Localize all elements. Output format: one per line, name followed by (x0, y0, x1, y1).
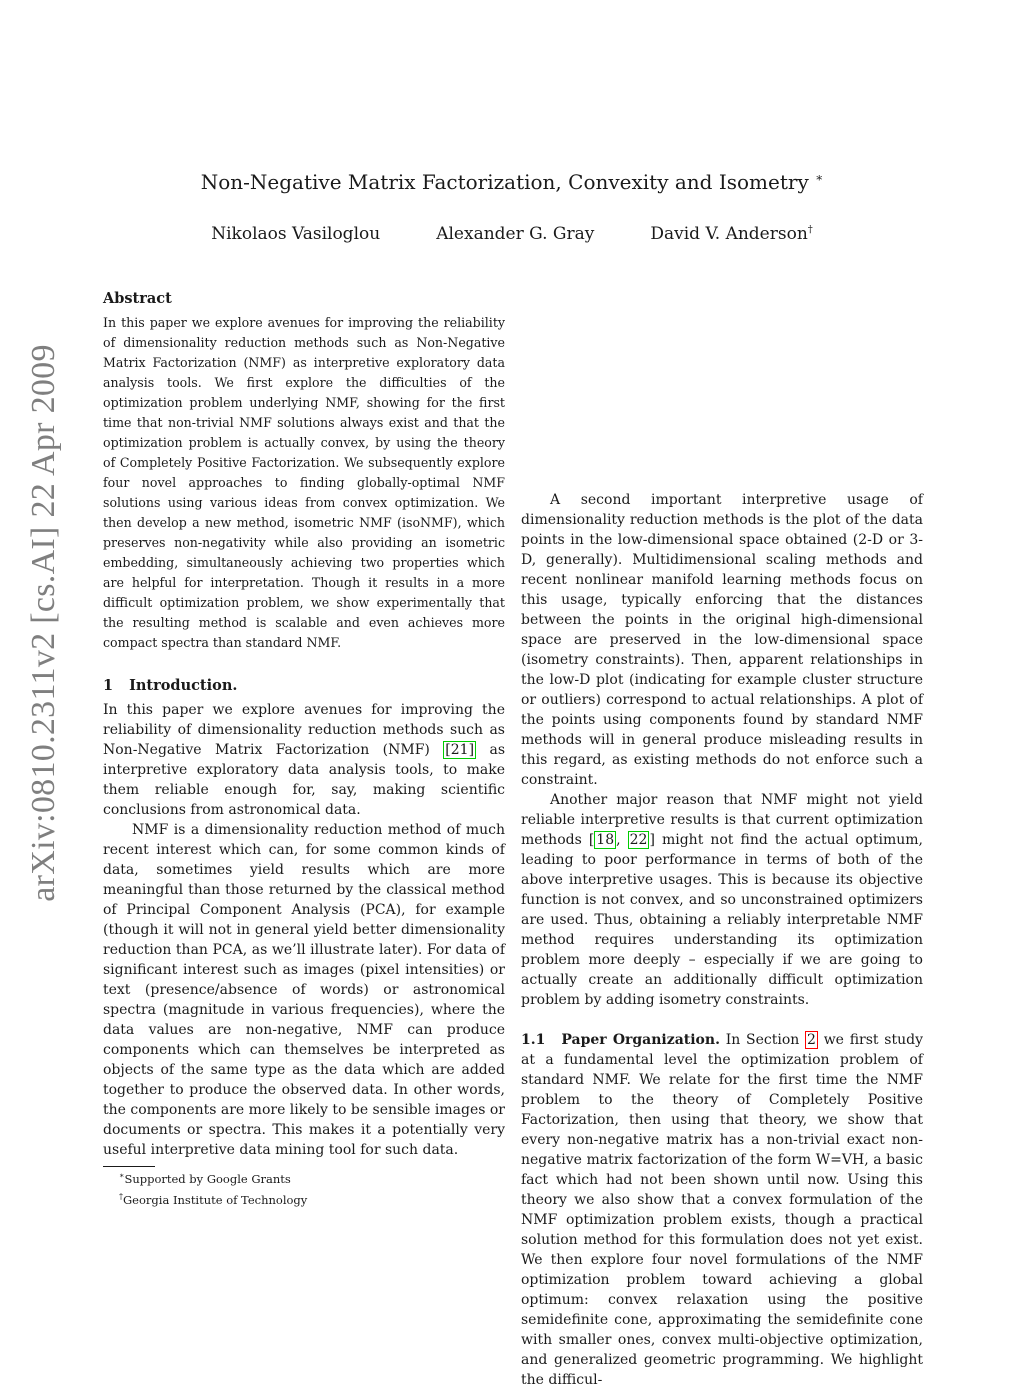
subsection-text-b: we first study at a fundamental level the optimization problem of standard NMF. We relate for the first time the NMF problem to the theory of Completely Positive Factorization, then using that theory, we show that every non-negative matrix has a non-trivial exact non-negative matrix factorization of the form W=VH, a basic fact which had not been shown until now. Using this theory we also show that a convex formulation of the NMF optimization problem exists, though a practical solution method for this formulation does not yet exist. We then explore four novel formulations of the NMF optimization problem toward achieving a global optimum: convex relaxation using the positive semidefinite cone, approximating the semidefinite cone with smaller ones, convex multi-objective optimization, and generalized geometric programming. We highlight the difficul- (521, 1032, 923, 1388)
author-3 (650, 224, 812, 244)
intro-paragraph-2: NMF is a dimensionality reduction method of much recent interest which can, for some common kinds of data, sometimes yield results which are more meaningful than those returned by the classical method of Principal Component Analysis (PCA), for example (though it will not in general yield better dimensionality reduction than PCA, as we’ll illustrate later). For data of significant interest such as images (pixel intensities) or text (presence/absence of words) or astronomical spectra (magnitude in various frequencies), where the data values are non-negative, NMF can produce components which can themselves be interpreted as objects of the same type as the data which are added together to produce the observed data. In other words, the components are more likely to be sensible images or documents or spectra. This makes it a potentially very useful interpretive data mining tool for such data. (103, 822, 505, 1158)
left-column (103, 290, 505, 1160)
author-1 (211, 224, 380, 244)
author-3-footnote-mark: † (807, 224, 813, 236)
intro-p1-text-b: as interpretive exploratory data analysis tools, to make them reliable enough for, say, making scientific conclusions from astronomical data. (103, 742, 505, 818)
right-column (521, 290, 923, 1390)
intro-paragraph-4: Another major reason that NMF might not yield reliable interpretive results is that current optimization methods [ 18 , 22 ] might not find the actual optimum, leading to poor performance in terms of both of the above interpretive usages. This is because its objective function is not convex, and so unconstrained optimizers are used. Thus, obtaining a reliably interpretable NMF method requires understanding its optimization problem more deeply – especially if we are going to actually create an additionally difficult optimization problem by adding isometry constraints. (521, 792, 924, 1008)
paper-title-text: Non-Negative Matrix Factorization, Convexity and Isometry (200, 170, 809, 194)
arxiv-identifier: arXiv:0810.2311v2 [cs.AI] 22 Apr 2009 (25, 343, 63, 902)
section-1-title: Introduction. (129, 677, 238, 694)
subsection-1-1-title: Paper Organization. (561, 1032, 720, 1048)
intro-paragraph-1 (103, 700, 505, 820)
arxiv-identifier-stamp (22, 340, 66, 905)
footnote-1 (103, 1167, 307, 1188)
footnote-2 (103, 1188, 307, 1209)
subsection-1-1-heading (521, 1032, 720, 1048)
citation-link-18[interactable]: 18 (596, 832, 615, 848)
intro-paragraph-3: A second important interpretive usage of dimensionality reduction methods is the plot of the data points in the low-dimensional space obtained (2-D or 3-D, generally). Multidimensional scaling methods and recent nonlinear manifold learning methods focus on this usage, typically enforcing that the distances between the points in the original high-dimensional space are preserved in the low-dimensional space (isometry constraints). Then, apparent relationships in the low-D plot (indicating for example cluster structure or outliers) correspond to actual relationships. A plot of the points using components found by standard NMF methods will in general produce misleading results in this regard, as existing methods do not enforce such a constraint. (521, 492, 923, 788)
footnote-1-text: Supported by Google Grants (124, 1171, 291, 1186)
intro-p4-text-a: Another major reason that NMF might not yield reliable interpretive results is that current optimization methods (521, 792, 923, 848)
intro-p1-text-a: In this paper we explore avenues for improving the reliability of dimensionality reduction methods such as Non-Negative Matrix Factorization (NMF) (103, 702, 505, 758)
section-1-heading (103, 677, 505, 694)
author-1-name: Nikolaos Vasiloglou (211, 224, 381, 244)
footnotes (103, 1167, 307, 1209)
author-list (0, 224, 1024, 244)
abstract-text: In this paper we explore avenues for improving the reliability of dimensionality reduction methods such as Non-Negative Matrix Factorization (NMF) as interpretive exploratory data analysis tools. We first explore the difficulties of the optimization problem underlying NMF, showing for the first time that non-trivial NMF solutions always exist and that the optimization problem is actually convex, by using the theory of Completely Positive Factorization. We subsequently explore four novel approaches to finding globally-optimal NMF solutions using various ideas from convex optimization. We then develop a new method, isometric NMF (isoNMF), which preserves non-negativity while also providing an isometric embedding, simultaneously achieving two properties which are helpful for interpretation. Though it results in a more difficult optimization problem, we show experimentally that the resulting method is scalable and even achieves more compact spectra than standard NMF. (103, 315, 505, 650)
author-3-name: David V. Anderson (650, 224, 808, 244)
intro-p4-text-b: might not find the actual optimum, leading to poor performance in terms of both of the above interpretive usages. This is because its objective function is not convex, and so unconstrained optimizers are used. Thus, obtaining a reliably interpretable NMF method requires understanding its optimization problem more deeply – especially if we are going to actually create an additionally difficult optimization problem by adding isometry constraints. (521, 832, 924, 1008)
footnote-1-mark: ∗ (119, 1171, 125, 1180)
author-2-name: Alexander G. Gray (436, 224, 595, 244)
paper-title (0, 170, 1024, 194)
subsection-paragraph (521, 1030, 923, 1390)
section-1-number: 1 (103, 677, 114, 694)
footnote-2-text: Georgia Institute of Technology (123, 1192, 308, 1207)
abstract-heading: Abstract (103, 290, 172, 307)
section-2-link[interactable]: 2 (807, 1032, 816, 1048)
author-2 (436, 224, 594, 244)
subsection-text-a: In Section (725, 1032, 800, 1048)
footnote-2-mark: † (119, 1191, 123, 1201)
citation-link-22[interactable]: 22 (629, 832, 648, 848)
citation-link-21[interactable]: [21] (445, 742, 475, 758)
title-footnote-mark: ∗ (815, 170, 824, 185)
subsection-1-1-number: 1.1 (521, 1032, 546, 1048)
paragraph-gap (521, 1010, 923, 1030)
